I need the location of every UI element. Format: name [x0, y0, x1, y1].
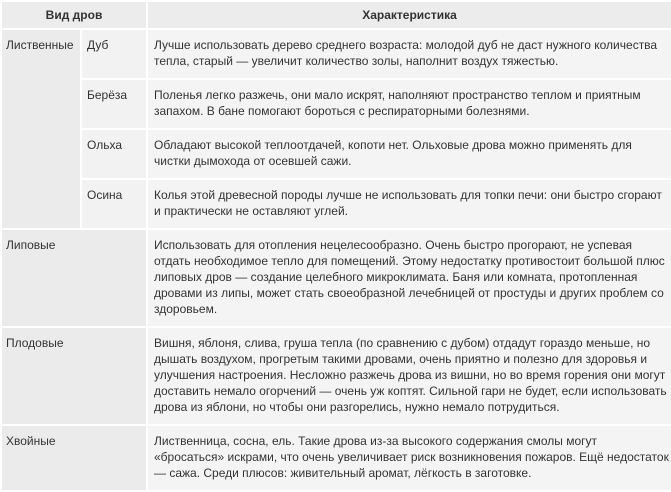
group-cell-linden: Липовые: [1, 229, 147, 327]
table-row: [1, 79, 671, 129]
header-kind: Вид дров: [1, 1, 147, 29]
description-cell-fruit: Вишня, яблоня, слива, груша тепла (по сравнению с дубом) отдадут гораздо меньше, но дышать воздухом, прогретым такими дровами, очень приятно и полезно для здоровья и улучшения настроения. Несложно разжечь дрова из вишни, но во время горения они могут доставить немало огорчений — очень уж коптят. Сильной гари не будет, если использовать дрова из яблони, но чтобы они разгорелись, нужно немало потрудиться.: [147, 327, 671, 425]
table-row: [1, 179, 671, 229]
kind-cell-aspen: Осина: [81, 179, 147, 229]
group-cell-deciduous: Лиственные: [1, 29, 81, 229]
kind-cell-alder: Ольха: [81, 129, 147, 179]
table-row: [1, 229, 671, 327]
table-row: [1, 327, 671, 425]
group-cell-coniferous: Хвойные: [1, 425, 147, 491]
description-cell-aspen: Колья этой древесной породы лучше не использовать для топки печи: они быстро сгорают и практически не оставляют углей.: [147, 179, 671, 229]
header-row: [1, 1, 671, 29]
table-row: [1, 129, 671, 179]
description-cell-coniferous: Лиственница, сосна, ель. Такие дрова из-за высокого содержания смолы могут «бросаться» искрами, что очень увеличивает риск возникновения пожаров. Ещё недостаток — сажа. Среди плюсов: живительный аромат, лёгкость в заготовке.: [147, 425, 671, 491]
group-cell-fruit: Плодовые: [1, 327, 147, 425]
kind-cell-birch: Берёза: [81, 79, 147, 129]
table-row: [1, 425, 671, 491]
description-cell-alder: Обладают высокой теплоотдачей, копоти нет. Ольховые дрова можно применять для чистки дымохода от осевшей сажи.: [147, 129, 671, 179]
description-cell-linden: Использовать для отопления нецелесообразно. Очень быстро прогорают, не успевая отдать необходимое тепло для помещений. Этому недостатку противостоит большой плюс липовых дров — создание целебного микроклимата. Баня или комната, протопленная дровами из липы, может стать своеобразной лечебницей от простуды и других проблем со здоровьем.: [147, 229, 671, 327]
kind-cell-oak: Дуб: [81, 29, 147, 79]
description-cell-birch: Поленья легко разжечь, они мало искрят, наполняют пространство теплом и приятным запахом. В бане помогают бороться с респираторными болезнями.: [147, 79, 671, 129]
description-cell-oak: Лучше использовать дерево среднего возраста: молодой дуб не даст нужного количества тепла, старый — увеличит количество золы, наполнит воздух тяжестью.: [147, 29, 671, 79]
table-row: [1, 29, 671, 79]
header-description: Характеристика: [147, 1, 671, 29]
